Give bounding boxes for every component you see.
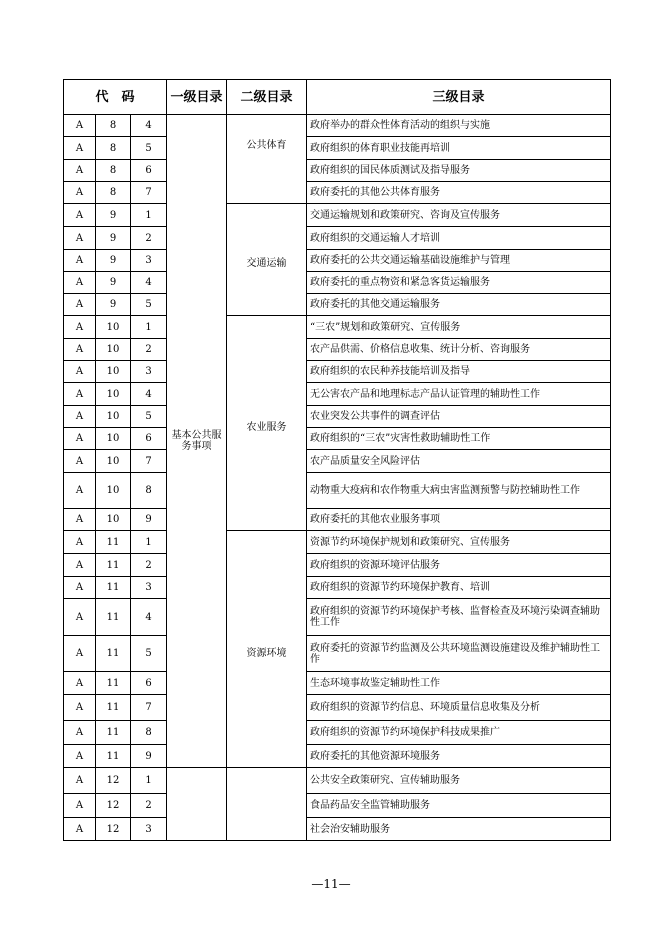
level3-item: 政府组织的资源节约环境保护教育、培训 xyxy=(307,577,611,599)
code-cell: 2 xyxy=(131,339,167,361)
code-cell: A xyxy=(64,672,96,695)
code-cell: 5 xyxy=(131,294,167,316)
code-cell: 1 xyxy=(131,316,167,339)
code-cell: 11 xyxy=(96,577,131,599)
code-cell: 4 xyxy=(131,599,167,636)
header-code: 代 码 xyxy=(64,80,167,115)
level3-item: 动物重大疫病和农作物重大病虫害监测预警与防控辅助性工作 xyxy=(307,473,611,509)
code-cell: A xyxy=(64,204,96,227)
code-cell: 3 xyxy=(131,577,167,599)
level3-item: 政府委托的其他资源环境服务 xyxy=(307,745,611,768)
page-number: —11— xyxy=(311,877,351,891)
code-cell: 12 xyxy=(96,818,131,841)
code-cell: A xyxy=(64,160,96,182)
level2-cell xyxy=(227,204,307,316)
code-cell: 10 xyxy=(96,339,131,361)
code-cell: 3 xyxy=(131,361,167,383)
table-row xyxy=(64,818,611,841)
level2-cell xyxy=(227,316,307,531)
code-cell: A xyxy=(64,554,96,577)
code-cell: 11 xyxy=(96,745,131,768)
level3-item: 政府组织的资源节约环境保护科技成果推广 xyxy=(307,721,611,745)
code-cell: 7 xyxy=(131,182,167,204)
code-cell: A xyxy=(64,721,96,745)
level3-item: 政府举办的群众性体育活动的组织与实施 xyxy=(307,115,611,137)
header-level3: 三级目录 xyxy=(307,80,611,115)
level3-item: 政府委托的公共交通运输基础设施维护与管理 xyxy=(307,250,611,272)
level3-item: 政府委托的其他农业服务事项 xyxy=(307,509,611,531)
level1-cell xyxy=(167,115,227,768)
code-cell: 10 xyxy=(96,361,131,383)
table-row xyxy=(64,272,611,294)
table-row xyxy=(64,509,611,531)
table-row xyxy=(64,383,611,406)
table-row xyxy=(64,428,611,450)
level2-cell xyxy=(227,531,307,768)
code-cell: 9 xyxy=(96,272,131,294)
code-cell: 4 xyxy=(131,383,167,406)
code-cell: 10 xyxy=(96,450,131,473)
code-cell: 11 xyxy=(96,531,131,554)
level2-label: 资源环境 xyxy=(246,647,287,659)
code-cell: A xyxy=(64,794,96,818)
table-row xyxy=(64,672,611,695)
code-cell: A xyxy=(64,577,96,599)
code-cell: A xyxy=(64,818,96,841)
code-cell: 5 xyxy=(131,406,167,428)
code-cell: 11 xyxy=(96,672,131,695)
level3-item: 政府组织的资源节约环境保护考核、监督检查及环境污染调查辅助性工作 xyxy=(307,599,611,636)
code-cell: 9 xyxy=(96,204,131,227)
code-cell: 3 xyxy=(131,250,167,272)
code-cell: A xyxy=(64,137,96,160)
table-row xyxy=(64,450,611,473)
code-cell: 9 xyxy=(96,227,131,250)
level2-label: 交通运输 xyxy=(246,258,287,269)
level3-item: 农产品质量安全风险评估 xyxy=(307,450,611,473)
code-cell: 12 xyxy=(96,768,131,794)
code-cell: 8 xyxy=(96,182,131,204)
table-row xyxy=(64,227,611,250)
table-row xyxy=(64,745,611,768)
code-cell: 11 xyxy=(96,599,131,636)
table-row xyxy=(64,115,611,137)
level1-cell xyxy=(167,768,227,841)
code-cell: 10 xyxy=(96,509,131,531)
code-cell: 10 xyxy=(96,473,131,509)
code-cell: 10 xyxy=(96,406,131,428)
table-row xyxy=(64,160,611,182)
code-cell: A xyxy=(64,406,96,428)
level3-item: 农业突发公共事件的调查评估 xyxy=(307,406,611,428)
code-cell: 11 xyxy=(96,695,131,721)
level3-item: 政府委托的资源节约监测及公共环境监测设施建设及维护辅助性工作 xyxy=(307,636,611,672)
code-cell: A xyxy=(64,294,96,316)
level2-cell xyxy=(227,768,307,841)
header-level2: 二级目录 xyxy=(227,80,307,115)
code-cell: 8 xyxy=(131,473,167,509)
code-cell: 10 xyxy=(96,316,131,339)
code-cell: 11 xyxy=(96,721,131,745)
code-cell: 9 xyxy=(96,294,131,316)
code-cell: 3 xyxy=(131,818,167,841)
table-row xyxy=(64,721,611,745)
level3-item: 政府组织的国民体质测试及指导服务 xyxy=(307,160,611,182)
level3-item: “三农”规划和政策研究、宣传服务 xyxy=(307,316,611,339)
table-row xyxy=(64,695,611,721)
code-cell: A xyxy=(64,599,96,636)
code-cell: 2 xyxy=(131,227,167,250)
table-row xyxy=(64,768,611,794)
code-cell: 1 xyxy=(131,204,167,227)
code-cell: A xyxy=(64,316,96,339)
level1-label: 基本公共服务事项 xyxy=(171,430,222,452)
code-cell: A xyxy=(64,115,96,137)
level3-item: 政府组织的体育职业技能再培训 xyxy=(307,137,611,160)
code-cell: 6 xyxy=(131,160,167,182)
table-row xyxy=(64,361,611,383)
code-cell: A xyxy=(64,272,96,294)
catalog-table xyxy=(63,79,611,841)
code-cell: A xyxy=(64,450,96,473)
table-row xyxy=(64,204,611,227)
code-cell: 9 xyxy=(131,509,167,531)
level2-cell xyxy=(227,115,307,204)
code-cell: 8 xyxy=(96,115,131,137)
code-cell: A xyxy=(64,695,96,721)
code-cell: 11 xyxy=(96,636,131,672)
code-cell: 7 xyxy=(131,695,167,721)
code-cell: A xyxy=(64,509,96,531)
code-cell: 7 xyxy=(131,450,167,473)
code-cell: 8 xyxy=(96,137,131,160)
level3-item: 政府组织的资源节约信息、环境质量信息收集及分析 xyxy=(307,695,611,721)
code-cell: 11 xyxy=(96,554,131,577)
table-row xyxy=(64,599,611,636)
level3-item: 政府组织的交通运输人才培训 xyxy=(307,227,611,250)
level3-item: 政府委托的其他公共体育服务 xyxy=(307,182,611,204)
code-cell: 8 xyxy=(131,721,167,745)
code-cell: 12 xyxy=(96,794,131,818)
code-cell: 5 xyxy=(131,137,167,160)
level3-item: 交通运输规划和政策研究、咨询及宣传服务 xyxy=(307,204,611,227)
table-row xyxy=(64,473,611,509)
level2-label: 农业服务 xyxy=(246,421,287,433)
code-cell: 4 xyxy=(131,272,167,294)
header-row xyxy=(64,80,611,115)
table-row xyxy=(64,316,611,339)
table-row xyxy=(64,554,611,577)
code-cell: 9 xyxy=(131,745,167,768)
code-cell: A xyxy=(64,473,96,509)
code-cell: A xyxy=(64,361,96,383)
table-row xyxy=(64,294,611,316)
level3-item: 无公害农产品和地理标志产品认证管理的辅助性工作 xyxy=(307,383,611,406)
code-cell: A xyxy=(64,227,96,250)
code-cell: A xyxy=(64,250,96,272)
code-cell: A xyxy=(64,339,96,361)
table-row xyxy=(64,250,611,272)
code-cell: 1 xyxy=(131,768,167,794)
code-cell: 1 xyxy=(131,531,167,554)
table-row xyxy=(64,339,611,361)
code-cell: 8 xyxy=(96,160,131,182)
code-cell: A xyxy=(64,182,96,204)
level3-item: 政府组织的资源环境评估服务 xyxy=(307,554,611,577)
level3-item: 政府委托的其他交通运输服务 xyxy=(307,294,611,316)
table-row xyxy=(64,182,611,204)
level3-item: 社会治安辅助服务 xyxy=(307,818,611,841)
code-cell: A xyxy=(64,768,96,794)
code-cell: A xyxy=(64,383,96,406)
catalog-body xyxy=(64,115,611,841)
level3-item: 食品药品安全监管辅助服务 xyxy=(307,794,611,818)
code-cell: A xyxy=(64,428,96,450)
level3-item: 政府组织的农民种养技能培训及指导 xyxy=(307,361,611,383)
code-cell: 6 xyxy=(131,428,167,450)
level3-item: 资源节约环境保护规划和政策研究、宣传服务 xyxy=(307,531,611,554)
code-cell: 5 xyxy=(131,636,167,672)
table-row xyxy=(64,577,611,599)
code-cell: 10 xyxy=(96,428,131,450)
table-row xyxy=(64,636,611,672)
code-cell: 10 xyxy=(96,383,131,406)
code-cell: 6 xyxy=(131,672,167,695)
level3-item: 生态环境事故鉴定辅助性工作 xyxy=(307,672,611,695)
level3-item: 政府组织的“三农”灾害性救助辅助性工作 xyxy=(307,428,611,450)
table-row xyxy=(64,531,611,554)
code-cell: A xyxy=(64,531,96,554)
code-cell: A xyxy=(64,745,96,768)
code-cell: 9 xyxy=(96,250,131,272)
code-cell: A xyxy=(64,636,96,672)
table-row xyxy=(64,137,611,160)
code-cell: 2 xyxy=(131,794,167,818)
level3-item: 政府委托的重点物资和紧急客货运输服务 xyxy=(307,272,611,294)
table-row xyxy=(64,794,611,818)
code-cell: 2 xyxy=(131,554,167,577)
level3-item: 农产品供需、价格信息收集、统计分析、咨询服务 xyxy=(307,339,611,361)
code-cell: 4 xyxy=(131,115,167,137)
level2-label: 公共体育 xyxy=(246,139,287,151)
table-row xyxy=(64,406,611,428)
level3-item: 公共安全政策研究、宣传辅助服务 xyxy=(307,768,611,794)
header-level1: 一级目录 xyxy=(167,80,227,115)
